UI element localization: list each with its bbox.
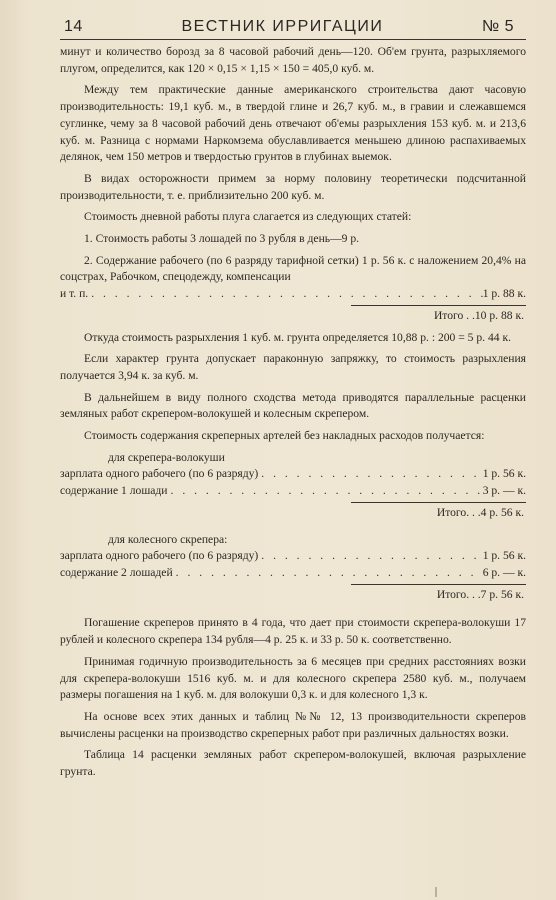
leader-dots — [258, 548, 482, 565]
running-header — [60, 18, 526, 40]
paragraph-1: минут и количество борозд за 8 часовой рабочий день—120. Об'ем грунта, разрыхляемого плугом, определится, как 120 × 0,15 × 1,15 × 150 = 405,0 куб. м. — [60, 45, 526, 75]
item-2-tail: и т. п. — [60, 287, 89, 301]
leader-dots — [173, 565, 483, 582]
row-label: зарплата одного рабочего (по 6 разряду) — [60, 467, 259, 481]
journal-title: ВЕСТНИК ИРРИГАЦИИ — [181, 18, 384, 35]
row-label: зарплата одного рабочего (по 6 разряду) — [60, 549, 259, 563]
wheel-scraper-row-2 — [60, 565, 526, 582]
print-mark — [435, 887, 437, 897]
row-value: 1 р. 56 к. — [482, 467, 526, 481]
paragraph-10: Принимая годичную производительность за 6 месяцев при средних расстояниях возки для скрепера-волокуши 1516 куб. м. и для колесного скрепера 2580 куб. м., получаем размеры погашения на 1 куб. м. для волокуши 0,3 к. и для колесного 1,3 к. — [60, 654, 526, 702]
wheel-scraper-row-1 — [60, 548, 526, 565]
total-wheel-scraper: Итого. . .7 р. 56 к. — [436, 587, 524, 601]
leader-dots — [88, 286, 482, 303]
paragraph-12: Таблица 14 расценки земляных работ скрепером-волокушей, включая разрыхление грунта. — [60, 748, 526, 779]
row-value: 1 р. 56 к. — [482, 549, 526, 563]
leader-dots — [168, 483, 483, 500]
row-label: содержание 2 лошадей — [60, 565, 173, 579]
sum-rule — [351, 584, 526, 585]
article-body — [60, 44, 526, 781]
item-2: 2. Содержание рабочего (по 6 разряду тарифной сетки) 1 р. 56 к. с наложением 20,4% на соцстрах, Рабочком, спецодежду, компенсации — [60, 253, 526, 284]
paragraph-4: Стоимость дневной работы плуга слагается из следующих статей: — [84, 210, 412, 224]
paragraph-6: Если характер грунта допускает параконную запряжку, то стоимость разрыхления получается 3,94 к. за куб. м. — [60, 352, 526, 382]
page-number: 14 — [64, 18, 83, 35]
paragraph-7: В дальнейшем в виду полного сходства метода приводятся параллельные расценки земляных работ скрепером-волокушей и колесным скрепером. — [60, 390, 526, 421]
item-1: 1. Стоимость работы 3 лошадей по 3 рубля в день—9 р. — [84, 232, 360, 246]
row-value: 6 р. — к. — [482, 565, 526, 579]
drag-scraper-row-2 — [60, 483, 526, 500]
paragraph-8: Стоимость содержания скреперных артелей без накладных расходов получается: — [84, 429, 485, 443]
sum-rule — [351, 305, 526, 306]
item-2-value: 1 р. 88 к. — [482, 287, 526, 301]
item-2-line — [60, 286, 526, 303]
row-label: содержание 1 лошади — [60, 484, 168, 498]
paragraph-2: Между тем практические данные американского строительства дают часовую производительность: 19,1 куб. м., в твердой глине и 26,7 куб. м., в гравии и слежавшемся суглинке, чему за 8 часовой рабочий день отвечают об'емы разрыхления 153 куб. м. и 213,6 куб. м. Разница с нормами Наркомзема обуславливается меньшею длиною распахиваемых делянок, чем 150 метров и твердостью грунтов в глубинах выемок. — [60, 83, 526, 164]
paragraph-3: В видах осторожности примем за норму половину теоретически подсчитанной производительности, т. е. приблизительно 200 куб. м. — [60, 171, 526, 202]
leader-dots — [258, 466, 482, 483]
issue-number: № 5 — [481, 18, 514, 35]
drag-scraper-row-1 — [60, 466, 526, 483]
total-drag-scraper: Итого. . .4 р. 56 к. — [436, 505, 524, 519]
section-drag-scraper-title: для скрепера-волокуши — [108, 450, 225, 464]
sum-rule — [351, 502, 526, 503]
total-plough: Итого . .10 р. 88 к. — [433, 308, 524, 322]
paragraph-11: На основе всех этих данных и таблиц №№ 12, 13 производительности скреперов вычислены расценки на производство скреперных работ при различных дальностях возки. — [60, 709, 526, 740]
row-value: 3 р. — к. — [482, 484, 526, 498]
paragraph-5: Откуда стоимость разрыхления 1 куб. м. грунта определяется 10,88 р. : 200 = 5 р. 44 к. — [84, 330, 511, 344]
section-wheel-scraper-title: для колесного скрепера: — [108, 532, 228, 546]
paragraph-9: Погашение скреперов принято в 4 года, что дает при стоимости скрепера-волокуши 17 рублей и колесного скрепера 134 рубля—4 р. 25 к. и 33 р. 50 к. соответственно. — [60, 616, 526, 647]
